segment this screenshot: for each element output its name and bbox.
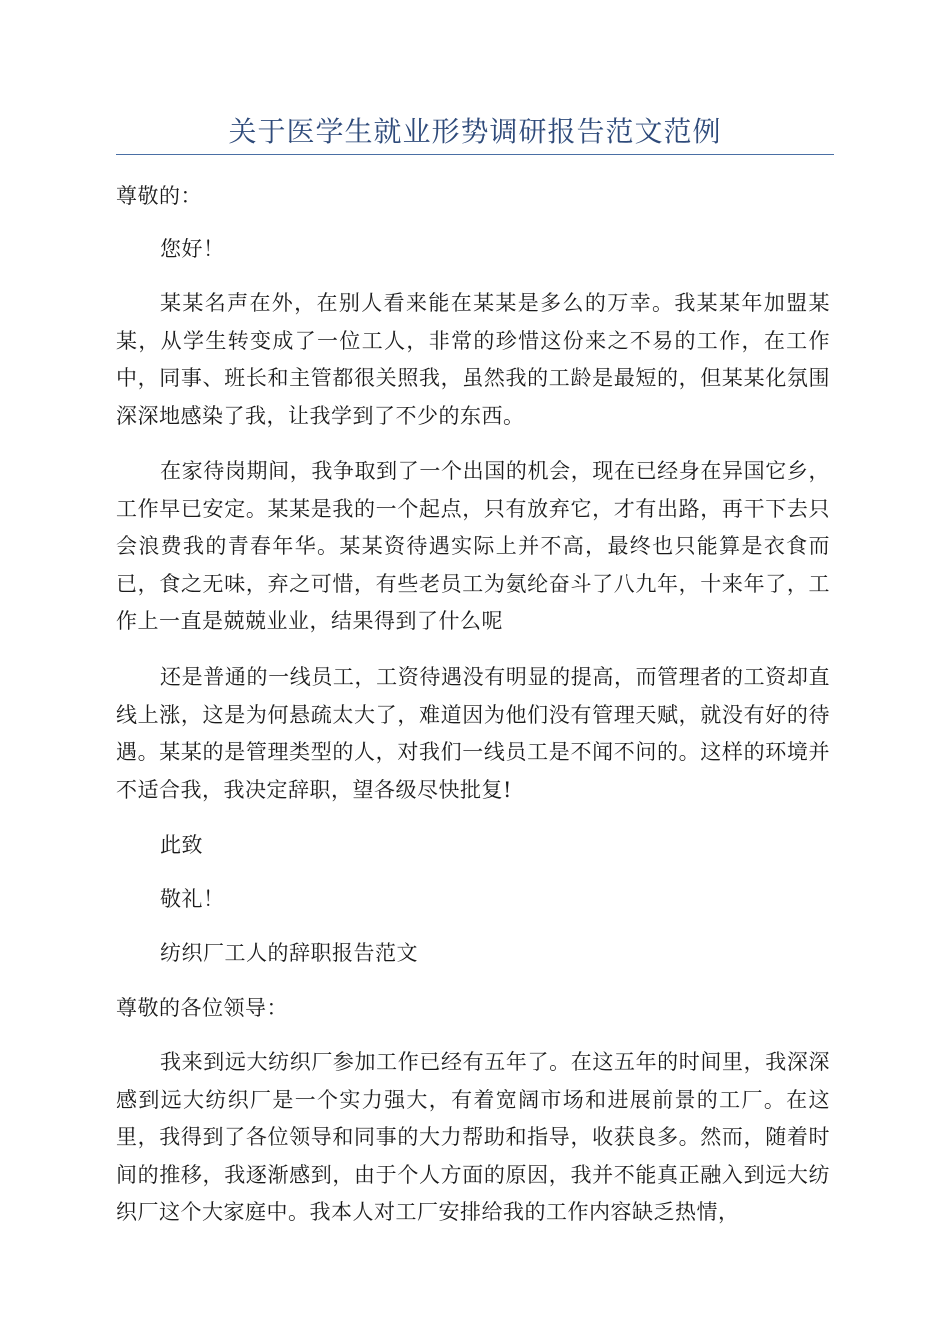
paragraph-1: 某某名声在外，在别人看来能在某某是多么的万幸。我某某年加盟某某，从学生转变成了一位工人，非常的珍惜这份来之不易的工作，在工作中，同事、班长和主管都很关照我，虽然我的工龄是最短的，但某某化氛围深深地感染了我，让我学到了不少的东西。 <box>116 291 830 428</box>
paragraph-4: 我来到远大纺织厂参加工作已经有五年了。在这五年的时间里，我深深感到远大纺织厂是一个实力强大，有着宽阔市场和进展前景的工厂。在这里，我得到了各位领导和同事的大力帮助和指导，收获良多。然而，随着时间的推移，我逐渐感到，由于个人方面的原因，我并不能真正融入到远大纺织厂这个大家庭中。我本人对工厂安排给我的工作内容缺乏热情， <box>116 1050 830 1224</box>
closing-salute: 此致 <box>160 833 203 857</box>
document-title: 关于医学生就业形势调研报告范文范例 <box>228 115 722 148</box>
paragraph-2: 在家待岗期间，我争取到了一个出国的机会，现在已经身在异国它乡，工作早已安定。某某是我的一个起点，只有放弃它，才有出路，再干下去只会浪费我的青春年华。某某资待遇实际上并不高，最终也只能算是衣食而已，食之无味，弃之可惜，有些老员工为氨纶奋斗了八九年，十来年了，工作上一直是兢兢业业，结果得到了什么呢 <box>116 459 830 633</box>
salutation-2: 尊敬的各位领导： <box>116 996 288 1020</box>
closing-respect: 敬礼！ <box>160 887 225 911</box>
title-underline <box>116 154 834 155</box>
section-heading: 纺织厂工人的辞职报告范文 <box>160 941 418 965</box>
greeting: 您好！ <box>160 237 225 261</box>
paragraph-3: 还是普通的一线员工，工资待遇没有明显的提高，而管理者的工资却直线上涨，这是为何悬疏太大了，难道因为他们没有管理天赋，就没有好的待遇。某某的是管理类型的人，对我们一线员工是不闻不问的。这样的环境并不适合我，我决定辞职，望各级尽快批复! <box>116 665 830 802</box>
salutation: 尊敬的： <box>116 184 202 208</box>
